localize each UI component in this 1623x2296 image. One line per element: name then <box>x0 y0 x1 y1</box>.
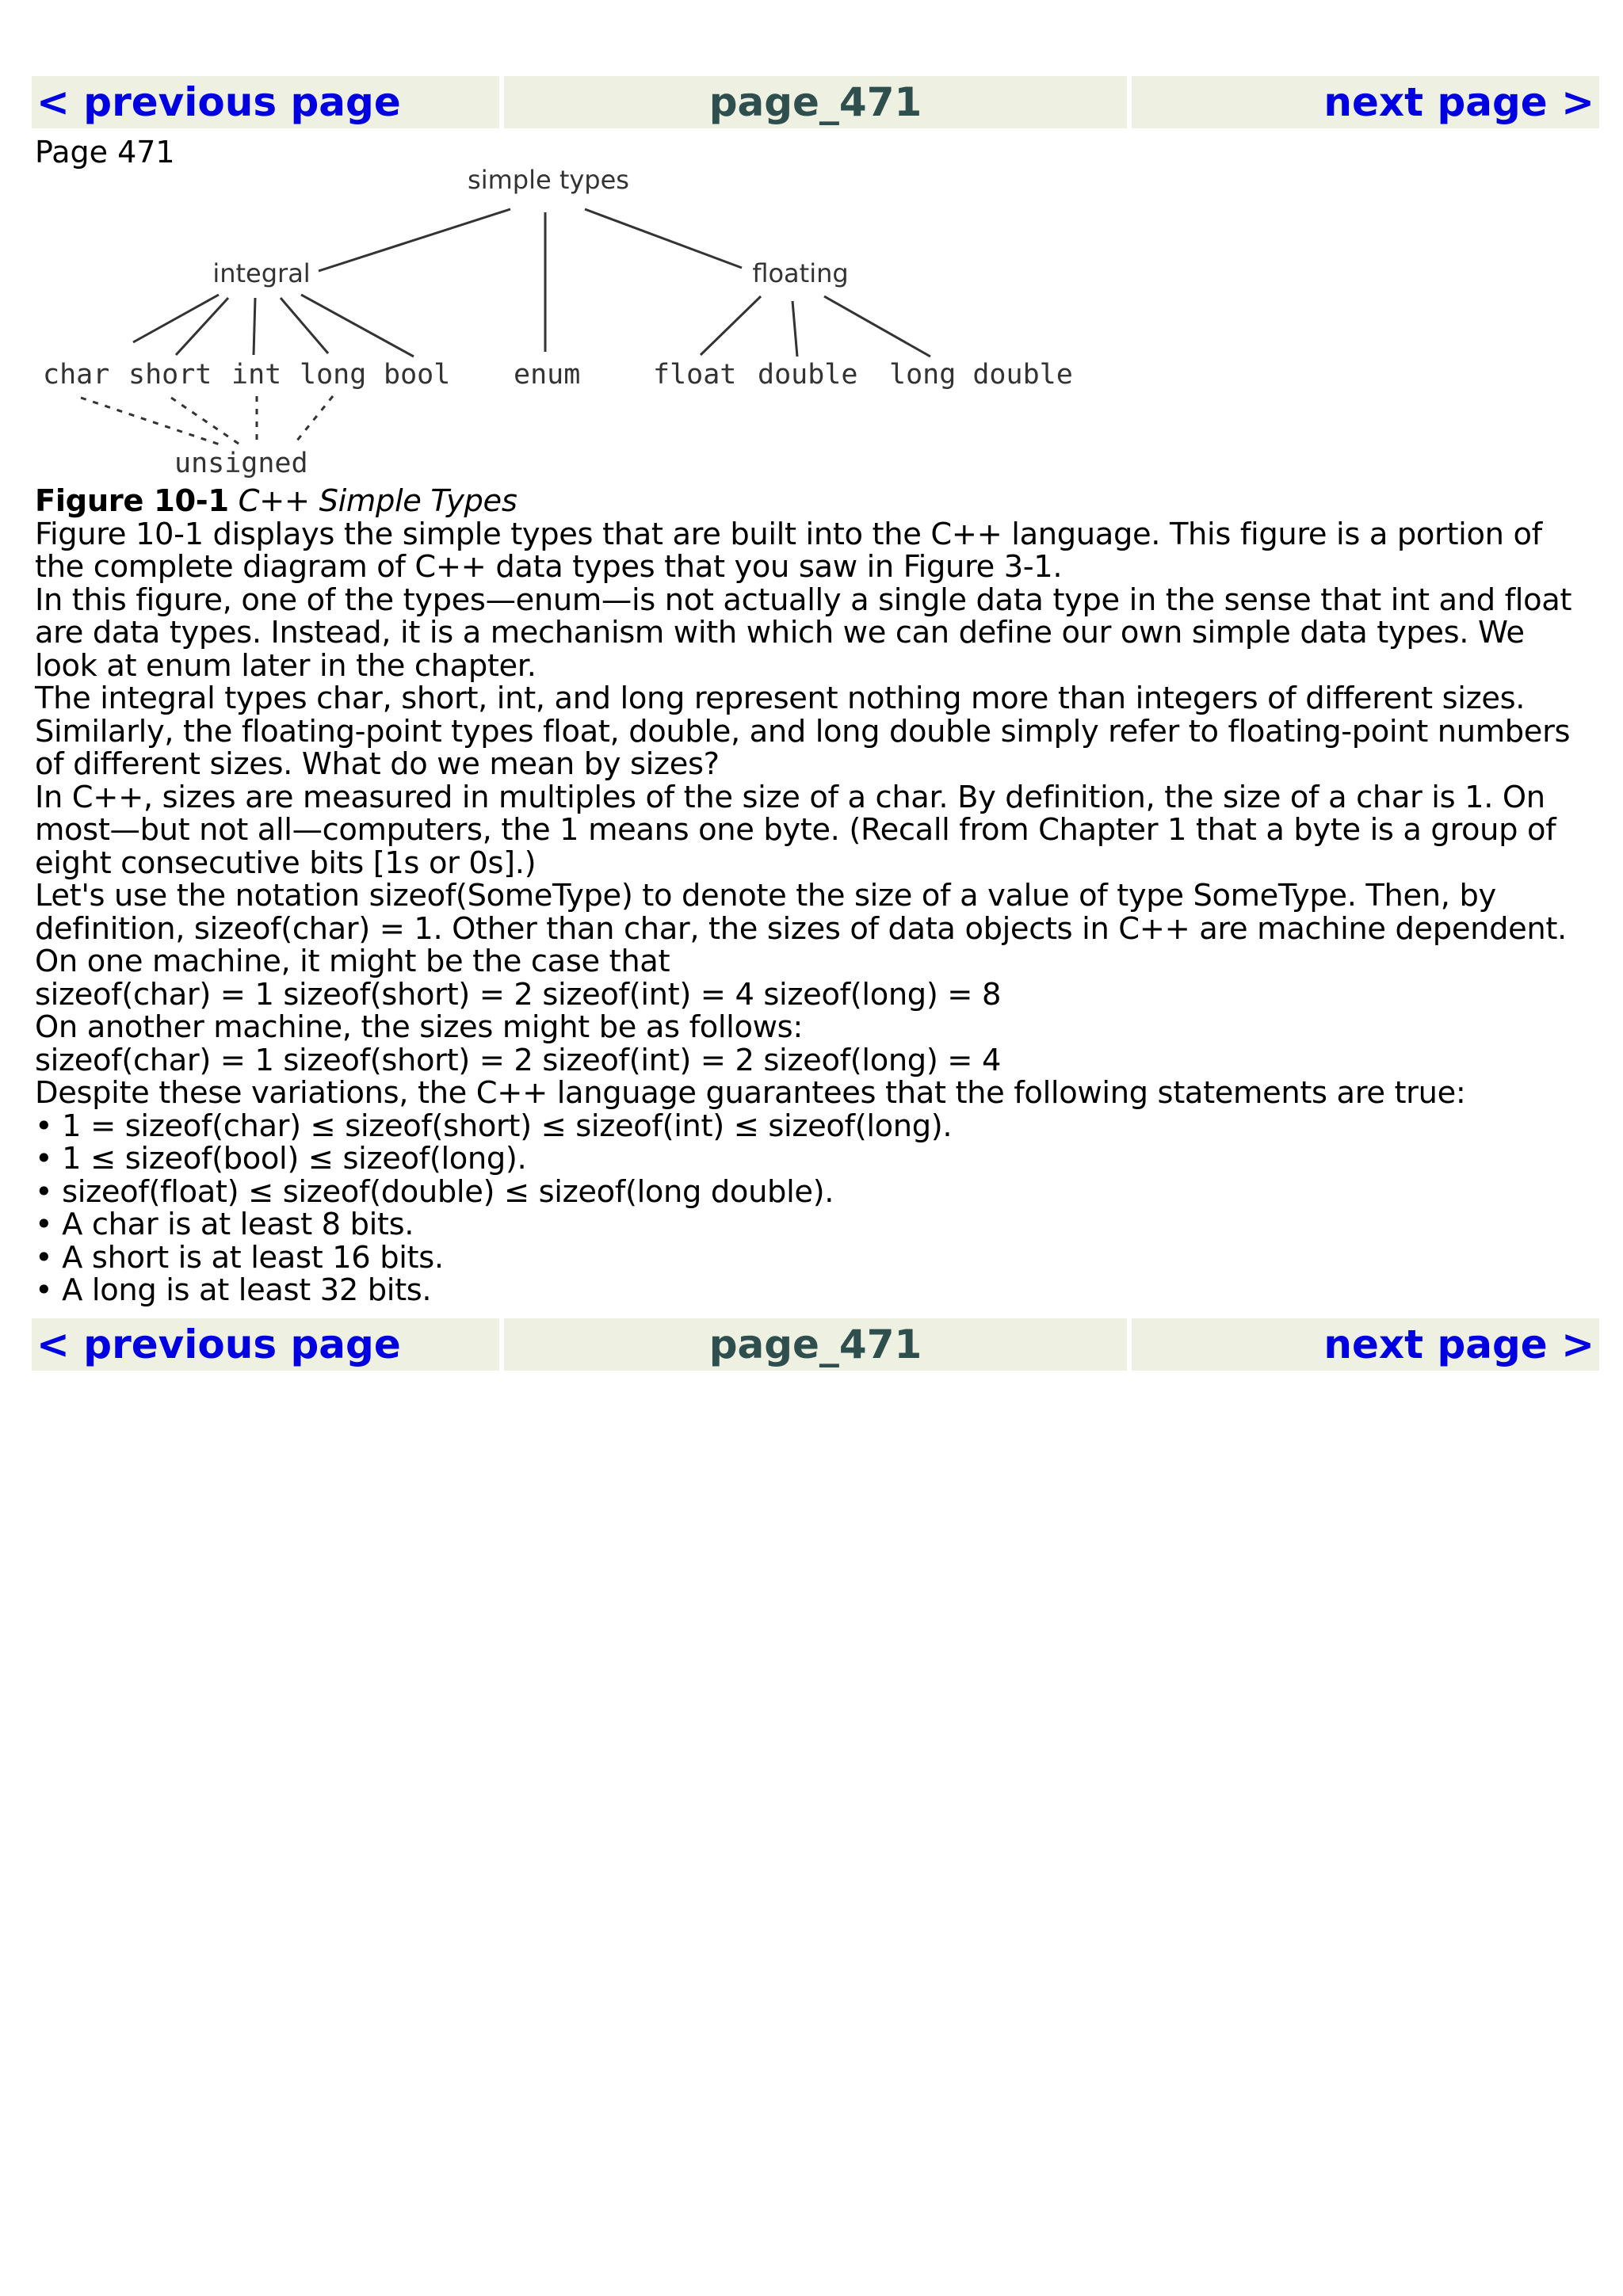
bullet-item: • A short is at least 16 bits. <box>35 1239 444 1276</box>
bullet-item: • 1 = sizeof(char) ≤ sizeof(short) ≤ sizeof(int) ≤ sizeof(long). <box>35 1108 953 1144</box>
bullet-item: • A long is at least 32 bits. <box>35 1272 432 1308</box>
edge-short-unsigned <box>171 398 241 445</box>
edge-root-integral <box>319 209 510 271</box>
edge-integral-bool <box>301 295 414 357</box>
edge-floating-long-double <box>824 296 930 357</box>
bullet-item: • 1 ≤ sizeof(bool) ≤ sizeof(long). <box>35 1141 527 1177</box>
edge-integral-short <box>176 298 228 355</box>
node-floating: floating <box>752 258 849 288</box>
paragraph-4: In C++, sizes are measured in multiples of the size of a char. By definition, the size of a char is 1. On most—but not all—computers, the 1 means one byte. (Recall from Chapter 1 that a byte is a group of eight consecutive bits [1s or 0s].) <box>35 779 1556 881</box>
node-char: char <box>43 359 110 391</box>
edge-integral-char <box>133 295 219 342</box>
sizes-machine-2: sizeof(char) = 1 sizeof(short) = 2 sizeof(int) = 2 sizeof(long) = 4 <box>35 1042 1002 1078</box>
bottom-navigation <box>32 1318 1599 1371</box>
node-float: float <box>653 359 737 391</box>
node-int: int <box>231 359 282 391</box>
page-body <box>35 485 1588 1307</box>
simple-types-diagram <box>35 168 1081 488</box>
edge-integral-int <box>254 298 255 355</box>
bullet-item: • A char is at least 8 bits. <box>35 1207 414 1242</box>
node-integral: integral <box>212 258 311 288</box>
figure-caption <box>35 485 1588 518</box>
node-long-double: long double <box>889 359 1073 391</box>
paragraph-7: Despite these variations, the C++ language guarantees that the following statements are true: <box>35 1075 1466 1111</box>
edge-long-unsigned <box>293 396 333 445</box>
paragraph-3: The integral types char, short, int, and long represent nothing more than integers of different sizes. Similarly, the floating-point types float, double, and long double simply refer to floating-point numbers of different sizes. What do we mean by sizes? <box>35 681 1571 782</box>
caption-number: Figure 10-1 <box>35 483 229 519</box>
edge-floating-double <box>792 301 797 357</box>
edge-char-unsigned <box>81 398 222 445</box>
next-page-link[interactable]: next page > <box>1132 76 1599 128</box>
page-id-label: page_471 <box>504 76 1127 128</box>
edge-root-floating <box>585 209 742 268</box>
node-bool: bool <box>384 359 451 391</box>
caption-title: C++ Simple Types <box>238 483 517 519</box>
node-simple-types: simple types <box>468 168 629 195</box>
previous-page-link[interactable]: < previous page <box>32 1318 499 1371</box>
edge-floating-float <box>701 296 761 355</box>
bullet-item: • sizeof(float) ≤ sizeof(double) ≤ sizeof(long double). <box>35 1173 834 1210</box>
node-double: double <box>758 359 858 391</box>
node-unsigned: unsigned <box>174 448 308 479</box>
paragraph-5: Let's use the notation sizeof(SomeType) to denote the size of a value of type SomeType. Then, by definition, sizeof(char) = 1. Other than char, the sizes of data objects in C++ are machine dependent. On one machine, it might be the case that <box>35 878 1567 979</box>
next-page-link[interactable]: next page > <box>1132 1318 1599 1371</box>
sizes-machine-1: sizeof(char) = 1 sizeof(short) = 2 sizeof(int) = 4 sizeof(long) = 8 <box>35 976 1002 1013</box>
node-long: long <box>300 359 367 391</box>
page-number-label: Page 471 <box>35 135 175 170</box>
previous-page-link[interactable]: < previous page <box>32 76 499 128</box>
top-navigation <box>32 76 1599 128</box>
simple-types-figure <box>35 168 1081 488</box>
paragraph-6: On another machine, the sizes might be as follows: <box>35 1009 803 1045</box>
paragraph-2: In this figure, one of the types—enum—is not actually a single data type in the sense that int and float are data types. Instead, it is a mechanism with which we can define our own simple data types. We look at enum later in the chapter. <box>35 582 1572 684</box>
node-short: short <box>128 359 212 391</box>
node-enum: enum <box>514 359 581 391</box>
page-id-label: page_471 <box>504 1318 1127 1371</box>
paragraph-1: Figure 10-1 displays the simple types that are built into the C++ language. This figure is a portion of the complete diagram of C++ data types that you saw in Figure 3-1. <box>35 516 1542 585</box>
